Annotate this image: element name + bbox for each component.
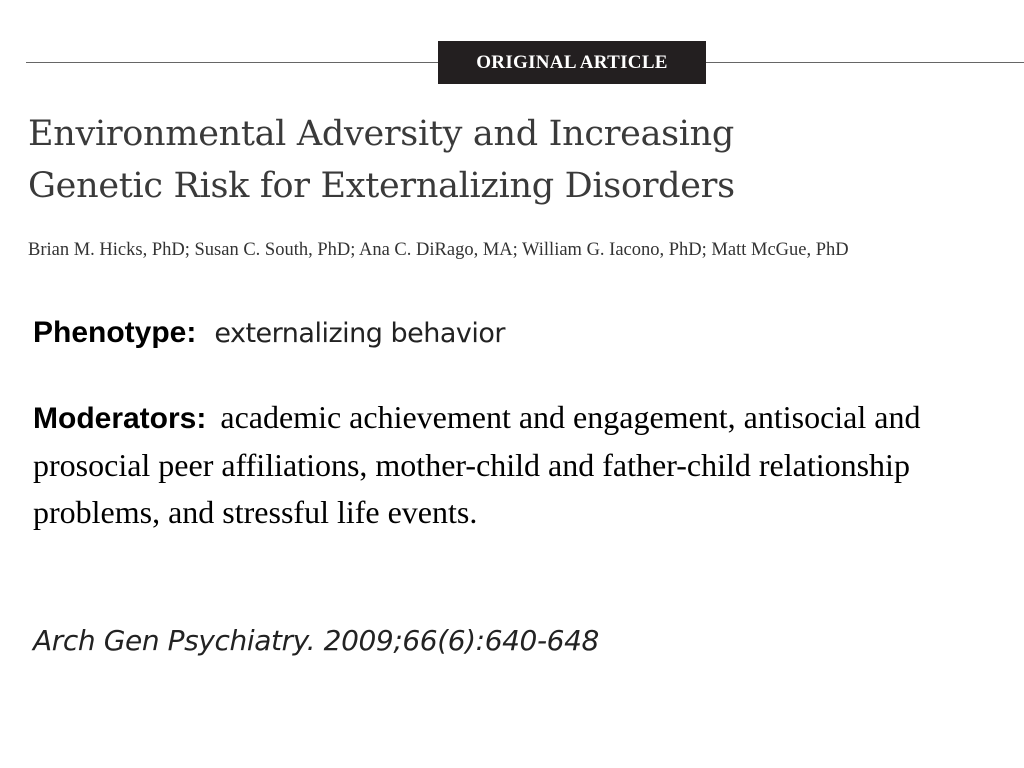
moderators-value: academic achievement and engagement, antisocial and prosocial peer affiliations, mother-child and father-child relationship problems, and stressful life events. (33, 399, 921, 530)
journal-citation: Arch Gen Psychiatry. 2009;66(6):640-648 (33, 624, 599, 657)
article-title-line-2: Genetic Risk for Externalizing Disorders (28, 166, 735, 206)
phenotype-value: externalizing behavior (214, 318, 505, 349)
article-title-line-1: Environmental Adversity and Increasing (28, 114, 735, 154)
original-article-badge: ORIGINAL ARTICLE (438, 41, 706, 84)
author-list: Brian M. Hicks, PhD; Susan C. South, PhD; Ana C. DiRago, MA; William G. Iacono, PhD; Matt McGue, PhD (28, 240, 849, 260)
moderators-section (33, 394, 983, 536)
article-title (28, 108, 988, 212)
moderators-label: Moderators: (33, 402, 207, 435)
phenotype-section (33, 316, 505, 350)
phenotype-label: Phenotype: (33, 316, 197, 349)
